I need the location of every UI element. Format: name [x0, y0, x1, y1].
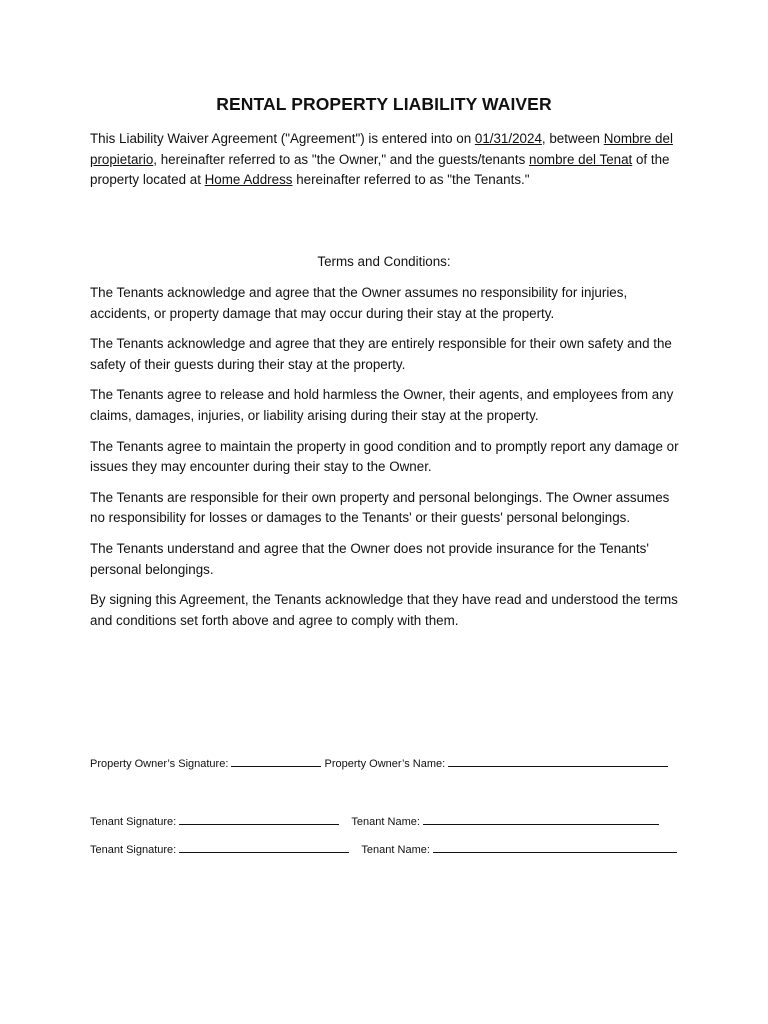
owner-signature-field[interactable] — [231, 756, 321, 767]
tenant-name: nombre del Tenat — [529, 151, 633, 167]
intro-text-2: , between — [541, 131, 604, 146]
intro-paragraph — [90, 129, 680, 191]
clause: The Tenants agree to maintain the property in good condition and to promptly report any damage or issues they may encounter during their stay to the Owner. — [90, 438, 679, 475]
intro-text-5: hereinafter referred to as "the Tenants." — [292, 172, 530, 188]
clause: The Tenants are responsible for their own property and personal belongings. The Owner assumes no responsibility for losses or damages to the Tenants' or their guests' personal belongings. — [90, 489, 670, 526]
tenant1-name-label: Tenant Name: — [351, 816, 420, 828]
document-title: RENTAL PROPERTY LIABILITY WAIVER — [216, 94, 552, 114]
tenant2-signature-field[interactable] — [179, 842, 349, 853]
tenant2-name-field[interactable] — [433, 842, 677, 853]
tenant1-signature-field[interactable] — [179, 814, 339, 825]
clause: The Tenants agree to release and hold harmless the Owner, their agents, and employees from any claims, damages, injuries, or liability arising during their stay at the property. — [90, 387, 674, 423]
owner-name-label: Property Owner’s Name: — [324, 758, 446, 770]
intro-text-3: , hereinafter referred to as "the Owner," and the guests/tenants — [153, 151, 530, 167]
tenant2-signature-row — [90, 842, 677, 856]
intro-text-1: This Liability Waiver Agreement ("Agreement") is entered into on — [90, 131, 475, 146]
clause: The Tenants understand and agree that the Owner does not provide insurance for the Tenants' personal belongings. — [90, 540, 649, 577]
owner-name-field[interactable] — [448, 756, 668, 767]
intro-text-4: of the property located at — [90, 151, 670, 188]
terms-heading: Terms and Conditions: — [317, 254, 451, 269]
clause: The Tenants acknowledge and agree that they are entirely responsible for their own safety and the safety of their guests during their stay at the property. — [90, 336, 672, 372]
tenant1-signature-row — [90, 814, 659, 828]
tenant1-name-field[interactable] — [423, 814, 659, 825]
clause: The Tenants acknowledge and agree that the Owner assumes no responsibility for injuries, accidents, or property damage that may occur during their stay at the property. — [90, 285, 628, 321]
owner-signature-row — [90, 756, 668, 770]
owner-signature-label: Property Owner’s Signature: — [90, 758, 229, 770]
tenant2-signature-label: Tenant Signature: — [90, 844, 177, 856]
clause: By signing this Agreement, the Tenants acknowledge that they have read and understood the terms and conditions set forth above and agree to comply with them. — [90, 592, 678, 628]
property-address: Home Address — [204, 172, 293, 188]
owner-name: Nombre del propietario — [90, 131, 673, 167]
agreement-date: 01/31/2024 — [474, 131, 542, 146]
tenant1-signature-label: Tenant Signature: — [90, 816, 177, 828]
clauses-list — [90, 283, 680, 641]
tenant2-name-label: Tenant Name: — [361, 844, 430, 856]
